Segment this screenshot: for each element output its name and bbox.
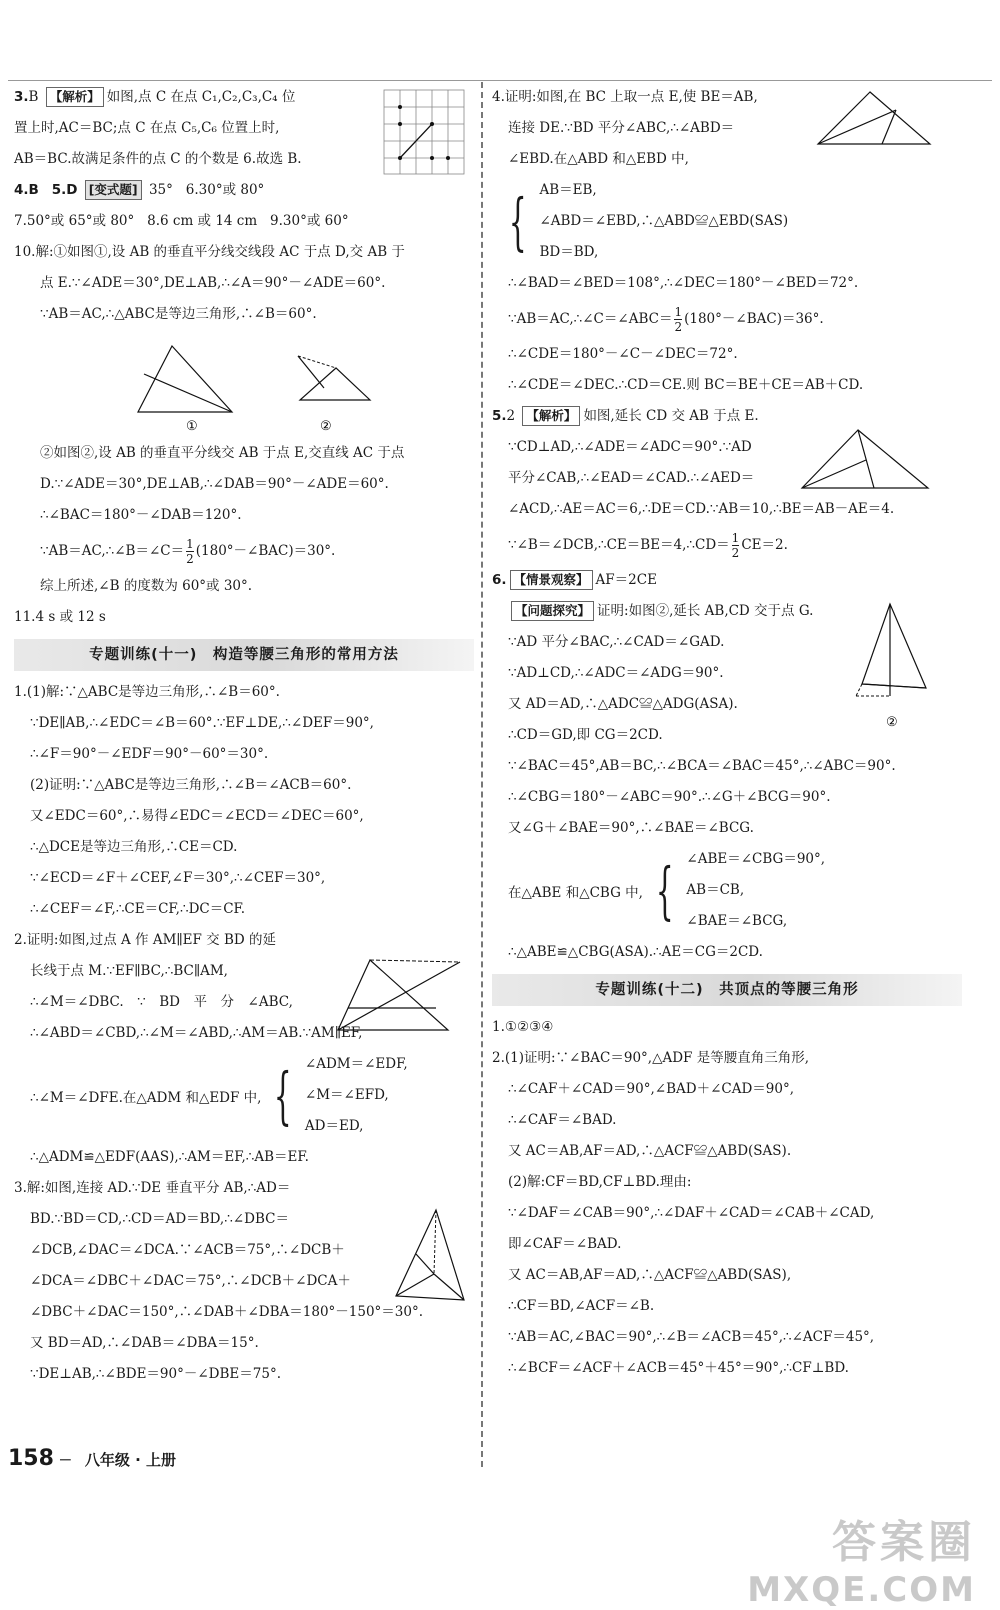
triangle-figure-6 bbox=[848, 598, 940, 738]
page-footer: 158 － 八年级 · 上册 bbox=[8, 1446, 176, 1471]
answer-11: 11.4 s 或 12 s bbox=[14, 609, 106, 625]
s11-answer-2-end: ∴△ADM≌△EDF(AAS),∴AM＝EF,∴AB＝EF. bbox=[30, 1149, 309, 1165]
watermark: 答案圈 MXQE.COM bbox=[747, 1517, 976, 1610]
s11-answer-1-line8: ∴∠CEF＝∠F,∴CE＝CF,∴DC＝CF. bbox=[30, 901, 246, 917]
s11-answer-2-line4: ∴∠ABD＝∠CBD,∴∠M＝∠ABD,∴AM＝AB.∵AM∥EF, bbox=[30, 1025, 363, 1041]
s12-answer-2-line2: ∴∠CAF＋∠CAD＝90°,∠BAD＋∠CAD＝90°, bbox=[508, 1081, 795, 1097]
s11-answer-2-line1: 2.证明:如图,过点 A 作 AM∥EF 交 BD 的延 bbox=[14, 932, 276, 948]
explore-tag: 【问题探究】 bbox=[511, 601, 594, 621]
triangle-figure-10-1 bbox=[120, 340, 270, 432]
answer-10b-line2: D.∵∠ADE＝30°,DE⊥AB,∴∠DAB＝90°－∠ADE＝60°. bbox=[40, 476, 389, 492]
answer-6-line8: ∴∠CBG＝180°－∠ABC＝90°.∴∠G＋∠BCG＝90°. bbox=[508, 789, 831, 805]
s11-answer-1-line3: ∴∠F＝90°－∠EDF＝90°－60°＝30°. bbox=[30, 746, 269, 762]
answer-6-line1: 6. 【情景观察】 AF＝2CE bbox=[492, 572, 657, 588]
s12-answer-2-line7: 即∠CAF＝∠BAD. bbox=[508, 1236, 622, 1252]
s11-answer-3-line5: ∠DBC＋∠DAC＝150°,∴∠DAB＋∠DBA＝180°－150°＝30°. bbox=[30, 1304, 424, 1320]
answer-6-line6: ∴CD＝GD,即 CG＝2CD. bbox=[508, 727, 663, 743]
section-11-heading: 专题训练(十一) 构造等腰三角形的常用方法 bbox=[14, 639, 474, 671]
s11-answer-1-line4: (2)证明:∵△ABC是等边三角形,∴∠B＝∠ACB＝60°. bbox=[30, 777, 352, 793]
s12-answer-2-line10: ∵AB＝AC,∠BAC＝90°,∴∠B＝∠ACB＝45°,∴∠ACF＝45°, bbox=[508, 1329, 875, 1345]
answer-6-line7: ∵∠BAC＝45°,AB＝BC,∴∠BCA＝∠BAC＝45°,∴∠ABC＝90°. bbox=[508, 758, 896, 774]
s12-answer-2-line3: ∴∠CAF＝∠BAD. bbox=[508, 1112, 617, 1128]
s11-answer-3-line2: BD.∵BD＝CD,∴CD＝AD＝BD,∴∠DBC＝ bbox=[30, 1211, 289, 1227]
answer-10-line3: ∵AB＝AC,∴△ABC是等边三角形,∴∠B＝60°. bbox=[40, 306, 317, 322]
answer-6-line5: 又 AD＝AD,∴△ADC≌△ADG(ASA). bbox=[508, 696, 738, 712]
s11-answer-1-line6: ∴△DCE是等边三角形,∴CE＝CD. bbox=[30, 839, 238, 855]
answer-4-line1: 4.证明:如图,在 BC 上取一点 E,使 BE＝AB, bbox=[492, 89, 758, 105]
section-12-heading: 专题训练(十二) 共顶点的等腰三角形 bbox=[492, 974, 962, 1006]
answer-3-line2: 置上时,AC＝BC;点 C 在点 C₅,C₆ 位置上时, bbox=[14, 120, 280, 136]
analysis-tag: 【解析】 bbox=[46, 87, 104, 107]
s11-answer-2-line2: 长线于点 M.∵EF∥BC,∴BC∥AM, bbox=[30, 963, 228, 979]
s12-answer-2-line4: 又 AC＝AB,AF＝AD,∴△ACF≌△ABD(SAS). bbox=[508, 1143, 792, 1159]
answer-4-line7: ∴∠CDE＝∠DEC.∴CD＝CE.则 BC＝BE＋CE＝AB＋CD. bbox=[508, 377, 864, 393]
s12-answer-2-line9: ∴CF＝BD,∠ACF＝∠B. bbox=[508, 1298, 655, 1314]
s11-answer-2-line3: ∴∠M＝∠DBC. ∵ BD 平 分 ∠ABC, bbox=[30, 994, 293, 1010]
answer-5-line3: 平分∠CAB,∴∠EAD＝∠CAD.∴∠AED＝ bbox=[508, 470, 755, 486]
answer-5-line2: ∵CD⊥AD,∴∠ADE＝∠ADC＝90°.∵AD bbox=[508, 439, 752, 455]
svg-text:①: ① bbox=[186, 419, 198, 432]
svg-text:②: ② bbox=[886, 715, 898, 730]
answer-6-line2: 【问题探究】 证明:如图②,延长 AB,CD 交于点 G. bbox=[492, 596, 962, 627]
triangle-figure-4 bbox=[812, 86, 940, 156]
answer-5-line5: ∵∠B＝∠DCB,∴CE＝BE＝4,∴CD＝ $\frac{1}{2}$ CE＝2. bbox=[508, 531, 788, 560]
triangle-figure-10-2 bbox=[284, 350, 394, 432]
triangle-figure-s11-3 bbox=[388, 1206, 472, 1310]
answer-4-system: { AB＝EB, ∠ABD＝∠EBD,∴△ABD≌△EBD(SAS) BD＝BD, bbox=[508, 182, 789, 260]
answer-6-line3: ∵AD 平分∠BAC,∴∠CAD＝∠GAD. bbox=[508, 634, 725, 650]
answer-4-line2: 连接 DE.∵BD 平分∠ABC,∴∠ABD＝ bbox=[508, 120, 735, 136]
s12-answer-2-line6: ∵∠DAF＝∠CAB＝90°,∴∠DAF＋∠CAD＝∠CAB＋∠CAD, bbox=[508, 1205, 875, 1221]
answer-10-line2: 点 E.∵∠ADE＝30°,DE⊥AB,∴∠A＝90°－∠ADE＝60°. bbox=[40, 275, 386, 291]
answer-4-line3: ∠EBD.在△ABD 和△EBD 中, bbox=[508, 151, 689, 167]
fraction: $\frac{1}{2}$ bbox=[731, 531, 740, 560]
grade-label: 八年级 · 上册 bbox=[84, 1451, 176, 1469]
answer-4-line6: ∴∠CDE＝180°－∠C－∠DEC＝72°. bbox=[508, 346, 738, 362]
s11-answer-3-line3: ∠DCB,∠DAC＝∠DCA.∵∠ACB＝75°,∴∠DCB＋ bbox=[30, 1242, 345, 1258]
answer-10c: ∵AB＝AC,∴∠B＝∠C＝ $\frac{1}{2}$ (180°－∠BAC)＝30°. bbox=[40, 537, 336, 566]
answer-10-line1: 10.解:①如图①,设 AB 的垂直平分线交线段 AC 于点 D,交 AB 于 bbox=[14, 244, 405, 260]
answer-5-line1: 5.2 【解析】 如图,延长 CD 交 AB 于点 E. bbox=[492, 408, 759, 424]
grid-figure-q3 bbox=[366, 86, 470, 178]
analysis-tag: 【解析】 bbox=[522, 406, 580, 426]
triangle-figure-5 bbox=[796, 424, 938, 498]
column-divider bbox=[481, 82, 483, 1467]
s11-answer-3-line1: 3.解:如图,连接 AD.∵DE 垂直平分 AB,∴AD＝ bbox=[14, 1180, 291, 1196]
variant-tag: [变式题] bbox=[85, 180, 142, 200]
s11-answer-1-line2: ∵DE∥AB,∴∠EDC＝∠B＝60°.∵EF⊥DE,∴∠DEF＝90°, bbox=[30, 715, 374, 731]
page-number: 158 bbox=[8, 1446, 54, 1471]
answer-3-line3: AB＝BC.故满足条件的点 C 的个数是 6.故选 B. bbox=[14, 151, 302, 167]
answer-10b-line3: ∴∠BAC＝180°－∠DAB＝120°. bbox=[40, 507, 242, 523]
s12-answer-2-line5: (2)解:CF＝BD,CF⊥BD.理由: bbox=[508, 1174, 692, 1190]
s11-answer-1-line7: ∵∠ECD＝∠F＋∠CEF,∠F＝30°,∴∠CEF＝30°, bbox=[30, 870, 326, 886]
answers-4-6: 4.B 5.D [变式题] 35° 6.30°或 80° bbox=[14, 182, 265, 198]
triangle-figure-s11-2 bbox=[330, 954, 470, 1036]
answers-7-9: 7.50°或 65°或 80° 8.6 cm 或 14 cm 9.30°或 60° bbox=[14, 213, 349, 229]
answer-10b-line1: ②如图②,设 AB 的垂直平分线交 AB 于点 E,交直线 AC 于点 bbox=[40, 445, 405, 461]
s12-answer-2-line1: 2.(1)证明:∵∠BAC＝90°,△ADF 是等腰直角三角形, bbox=[492, 1050, 809, 1066]
s11-answer-3-line7: ∵DE⊥AB,∴∠BDE＝90°－∠DBE＝75°. bbox=[30, 1366, 281, 1382]
left-column bbox=[14, 82, 474, 1390]
left-brace: { bbox=[508, 184, 527, 258]
s11-answer-1-line1: 1.(1)解:∵△ABC是等边三角形,∴∠B＝60°. bbox=[14, 684, 280, 700]
answer-6-line4: ∵AD⊥CD,∴∠ADC＝∠ADG＝90°. bbox=[508, 665, 724, 681]
left-brace: { bbox=[655, 853, 674, 927]
answer-4-line4: ∴∠BAD＝∠BED＝108°,∴∠DEC＝180°－∠BED＝72°. bbox=[508, 275, 859, 291]
answer-6-line9: 又∠G＋∠BAE＝90°,∴∠BAE＝∠BCG. bbox=[508, 820, 754, 836]
s11-answer-2-system: ∴∠M＝∠DFE.在△ADM 和△EDF 中, { ∠ADM＝∠EDF, ∠M＝∠EFD, AD＝ED, bbox=[30, 1056, 408, 1134]
answer-6-end: ∴△ABE≌△CBG(ASA).∴AE＝CG＝2CD. bbox=[508, 944, 763, 960]
s12-answer-2-line8: 又 AC＝AB,AF＝AD,∴△ACF≌△ABD(SAS), bbox=[508, 1267, 792, 1283]
s12-answer-2-line11: ∴∠BCF＝∠ACF＋∠ACB＝45°＋45°＝90°,∴CF⊥BD. bbox=[508, 1360, 849, 1376]
svg-text:②: ② bbox=[320, 419, 332, 432]
answer-10-conclusion: 综上所述,∠B 的度数为 60°或 30°. bbox=[40, 578, 253, 594]
s11-answer-3-line6: 又 BD＝AD,∴∠DAB＝∠DBA＝15°. bbox=[30, 1335, 259, 1351]
answer-4-line5: ∵AB＝AC,∴∠C＝∠ABC＝ $\frac{1}{2}$ (180°－∠BAC)＝36°. bbox=[508, 305, 824, 334]
answer-5-line4: ∠ACD,∴AE＝AC＝6,∴DE＝CD.∵AB＝10,∴BE＝AB－AE＝4. bbox=[508, 501, 895, 517]
fraction: $\frac{1}{2}$ bbox=[186, 537, 194, 566]
scenario-tag: 【情景观察】 bbox=[510, 570, 593, 590]
answer-6-system: 在△ABE 和△CBG 中, { ∠ABE＝∠CBG＝90°, AB＝CB, ∠BAE＝∠BCG, bbox=[508, 851, 826, 929]
s11-answer-3-line4: ∠DCA＝∠DBC＋∠DAC＝75°,∴∠DCB＋∠DCA＋ bbox=[30, 1273, 351, 1289]
fraction: $\frac{1}{2}$ bbox=[674, 305, 683, 334]
s11-answer-1-line5: 又∠EDC＝60°,∴易得∠EDC＝∠ECD＝∠DEC＝60°, bbox=[30, 808, 364, 824]
top-rule bbox=[8, 80, 992, 81]
s12-answer-1: 1.①②③④ bbox=[492, 1019, 554, 1035]
left-brace: { bbox=[274, 1058, 293, 1132]
answer-3: 3.B 【解析】 如图,点 C 在点 C₁,C₂,C₃,C₄ 位 bbox=[14, 89, 296, 105]
